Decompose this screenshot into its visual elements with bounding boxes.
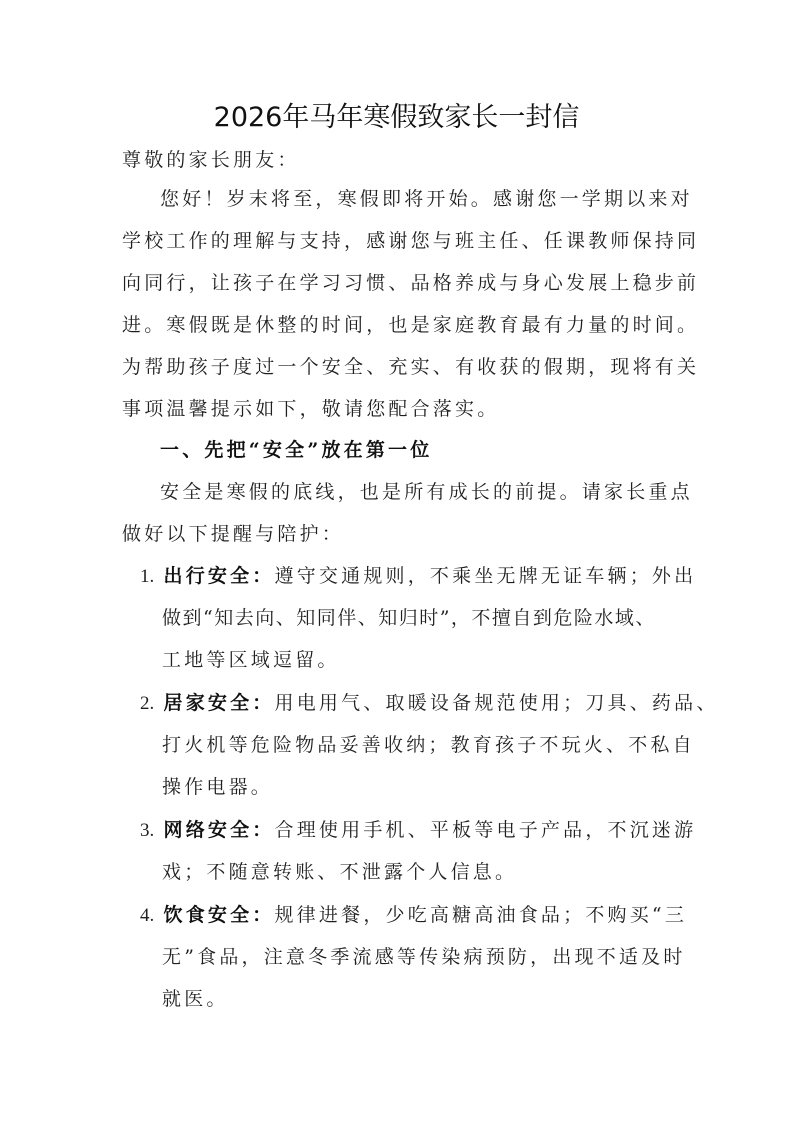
list-number: 2.: [140, 693, 155, 714]
list-text-cont: 打火机等危险物品妥善收纳；教育孩子不玩火、不私自: [162, 734, 695, 756]
intro-line-5: 为帮助孩子度过一个安全、充实、有收获的假期，现将有关: [122, 356, 700, 378]
intro-line-3: 向同行，让孩子在学习习惯、品格养成与身心发展上稳步前: [122, 272, 700, 294]
document-title: 2026年马年寒假致家长一封信: [213, 102, 580, 133]
intro-line-4: 进。寒假既是休整的时间，也是家庭教育最有力量的时间。: [122, 314, 700, 336]
list-item: [140, 563, 696, 590]
list-text: 合理使用手机、平板等电子产品，不沉迷游: [274, 819, 697, 841]
list-item: [140, 817, 696, 844]
intro-line-1: 您好！岁末将至，寒假即将开始。感谢您一学期以来对: [160, 188, 693, 210]
section-intro-line-1: 安全是寒假的底线，也是所有成长的前提。请家长重点: [160, 481, 693, 503]
list-label: 出行安全：: [163, 565, 275, 587]
list-label: 饮食安全：: [163, 904, 275, 926]
list-text-cont: 无”食品，注意冬季流感等传染病预防，出现不适及时: [162, 946, 686, 968]
list-text-cont: 戏；不随意转账、不泄露个人信息。: [162, 861, 518, 883]
section-intro-line-2: 做好以下提醒与陪护：: [122, 523, 345, 545]
list-text: 用电用气、取暖设备规范使用；刀具、药品、: [274, 692, 719, 714]
list-number: 3.: [140, 820, 155, 841]
list-text-cont: 操作电器。: [162, 776, 274, 798]
intro-line-6: 事项温馨提示如下，敬请您配合落实。: [122, 398, 500, 420]
list-text: 规律进餐，少吃高糖高油食品；不购买“三: [274, 904, 688, 926]
list-text-cont: 做到“知去向、知同伴、知归时”，不擅自到危险水域、: [162, 607, 656, 629]
intro-line-2: 学校工作的理解与支持，感谢您与班主任、任课教师保持同: [122, 230, 700, 252]
salutation: 尊敬的家长朋友：: [122, 149, 300, 171]
list-text: 遵守交通规则，不乘坐无牌无证车辆；外出: [274, 565, 697, 587]
list-number: 4.: [140, 905, 155, 926]
list-text-cont: 就医。: [162, 988, 229, 1010]
list-item: [140, 690, 719, 717]
list-label: 网络安全：: [163, 819, 275, 841]
list-item: [140, 902, 687, 929]
list-number: 1.: [140, 566, 155, 587]
list-text-cont: 工地等区域逗留。: [162, 649, 340, 671]
section-heading: 一、先把“安全”放在第一位: [160, 439, 433, 461]
list-label: 居家安全：: [163, 692, 275, 714]
